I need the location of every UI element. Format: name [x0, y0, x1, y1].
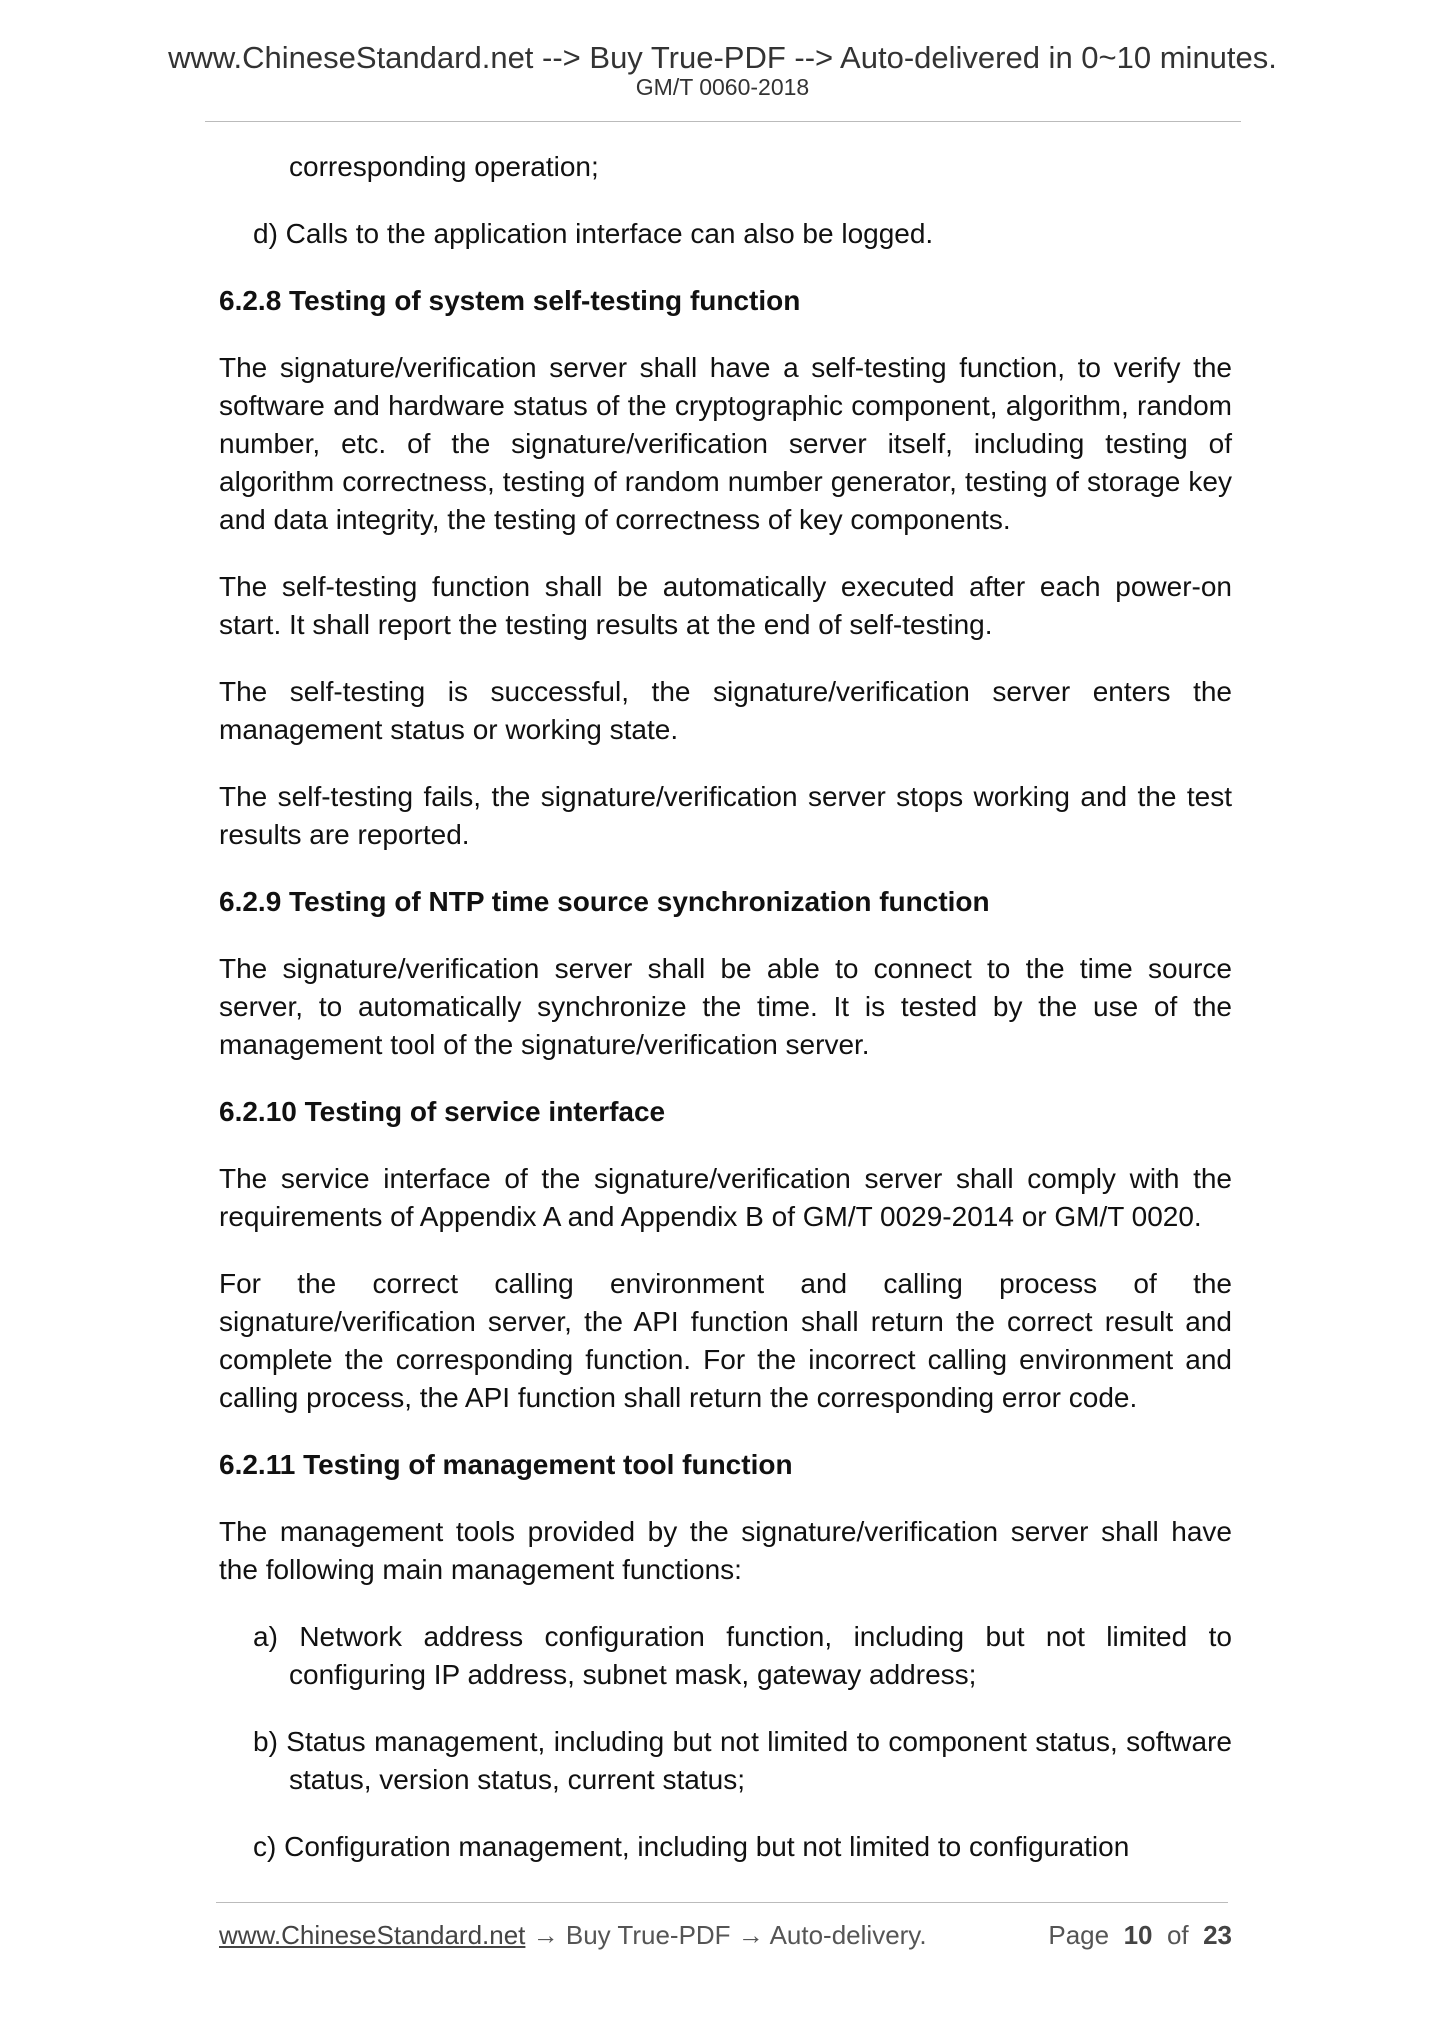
page-total: 23	[1203, 1920, 1232, 1950]
page-indicator	[1048, 1918, 1232, 1952]
paragraph: The management tools provided by the signature/verification server shall have the following main management functions:	[219, 1516, 1232, 1585]
list-item-c: c) Configuration management, including but not limited to configuration	[253, 1831, 1130, 1862]
of-word: of	[1166, 1920, 1189, 1950]
footer-divider	[216, 1902, 1228, 1903]
list-item-b: b) Status management, including but not limited to component status, software status, version status, current status;	[253, 1726, 1232, 1795]
list-item-d: d) Calls to the application interface can also be logged.	[253, 218, 934, 249]
footer-tagline: → Buy True-PDF → Auto-delivery.	[525, 1920, 927, 1950]
list-item-a: a) Network address configuration function, including but not limited to configuring IP address, subnet mask, gateway address;	[253, 1621, 1232, 1690]
paragraph: The signature/verification server shall have a self-testing function, to verify the software and hardware status of the cryptographic component, algorithm, random number, etc. of the signature/verification server itself, including testing of algorithm correctness, testing of random number generator, testing of storage key and data integrity, the testing of correctness of key components.	[219, 352, 1232, 535]
section-6-2-9-heading: 6.2.9 Testing of NTP time source synchronization function	[219, 886, 990, 917]
footer-left	[219, 1918, 927, 1952]
page-current: 10	[1123, 1920, 1153, 1950]
doc-number: GM/T 0060-2018	[635, 74, 810, 100]
list-item-c-continuation: corresponding operation;	[289, 151, 599, 182]
paragraph: The self-testing function shall be automatically executed after each power-on start. It shall report the testing results at the end of self-testing.	[219, 571, 1232, 640]
paragraph: The signature/verification server shall be able to connect to the time source server, to automatically synchronize the time. It is tested by the use of the management tool of the signature/verification server.	[219, 953, 1232, 1060]
section-6-2-8-heading: 6.2.8 Testing of system self-testing function	[219, 285, 801, 316]
page-body	[219, 148, 1232, 1895]
paragraph: The self-testing fails, the signature/verification server stops working and the test results are reported.	[219, 781, 1232, 850]
header-banner: www.ChineseStandard.net --> Buy True-PDF --> Auto-delivered in 0~10 minutes.	[168, 40, 1277, 75]
section-6-2-11-heading: 6.2.11 Testing of management tool function	[219, 1449, 793, 1480]
paragraph: The self-testing is successful, the signature/verification server enters the management status or working state.	[219, 676, 1232, 745]
section-6-2-10-heading: 6.2.10 Testing of service interface	[219, 1096, 666, 1127]
header-divider	[205, 121, 1241, 122]
paragraph: The service interface of the signature/verification server shall comply with the requirements of Appendix A and Appendix B of GM/T 0029-2014 or GM/T 0020.	[219, 1163, 1232, 1232]
paragraph: For the correct calling environment and calling process of the signature/verification server, the API function shall return the correct result and complete the corresponding function. For the incorrect calling environment and calling process, the API function shall return the corresponding error code.	[219, 1268, 1232, 1413]
page-word: Page	[1048, 1920, 1110, 1950]
footer-link[interactable]: www.ChineseStandard.net	[219, 1920, 526, 1950]
